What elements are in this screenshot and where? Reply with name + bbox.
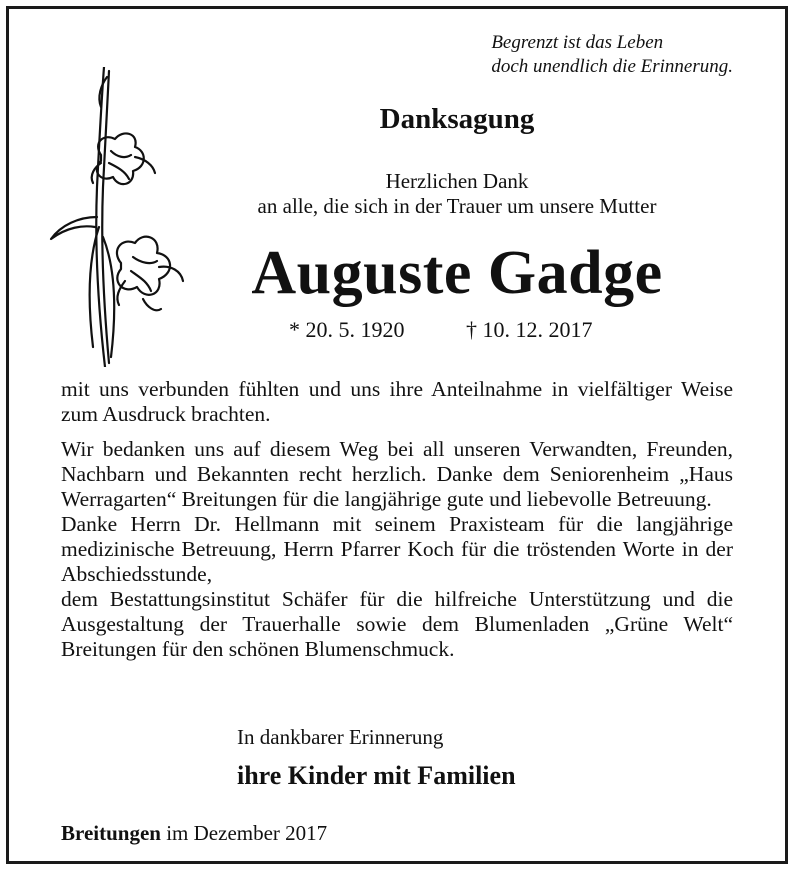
life-dates xyxy=(289,317,593,343)
motto xyxy=(491,31,733,79)
paragraph: Danke Herrn Dr. Hellmann mit seinem Praxisteam für die langjährige medizinische Betreuung, Herrn Pfarrer Koch für die tröstenden Worte in der Abschiedsstunde, xyxy=(61,512,733,586)
signature-family: ihre Kinder mit Familien xyxy=(237,761,516,790)
paragraph: Wir bedanken uns auf diesem Weg bei all unseren Verwandten, Freunden, Nachbarn und Bekannten recht herzlich. Danke dem Seniorenheim „Haus Werragarten“ Breitungen für die langjährige gute und liebevolle Betreuung. xyxy=(61,437,733,511)
body-text xyxy=(61,377,733,662)
birth-date: * 20. 5. 1920 xyxy=(289,317,405,342)
motto-line-2: doch unendlich die Erinnerung. xyxy=(491,56,733,77)
death-date: † 10. 12. 2017 xyxy=(466,317,593,342)
date: im Dezember 2017 xyxy=(166,821,328,845)
intro-text xyxy=(69,169,800,219)
obituary-notice xyxy=(6,6,788,864)
intro-line-2: an alle, die sich in der Trauer um unsere Mutter xyxy=(257,194,657,218)
deceased-name: Auguste Gadge xyxy=(251,239,663,307)
motto-line-1: Begrenzt ist das Leben xyxy=(491,32,664,53)
paragraph: mit uns verbunden fühlten und uns ihre Anteilnahme in vielfältiger Weise zum Ausdruck brachten. xyxy=(61,377,733,426)
paragraph: dem Bestattungsinstitut Schäfer für die hilfreiche Unterstützung und die Ausgestaltung der Trauerhalle sowie dem Blumenladen „Grüne Welt“ Breitungen für den schönen Blumenschmuck. xyxy=(61,587,733,661)
intro-line-1: Herzlichen Dank xyxy=(385,169,529,193)
heading: Danksagung xyxy=(379,103,535,135)
place: Breitungen xyxy=(61,821,161,845)
closing-line: In dankbarer Erinnerung xyxy=(237,725,444,749)
place-date xyxy=(61,821,327,846)
